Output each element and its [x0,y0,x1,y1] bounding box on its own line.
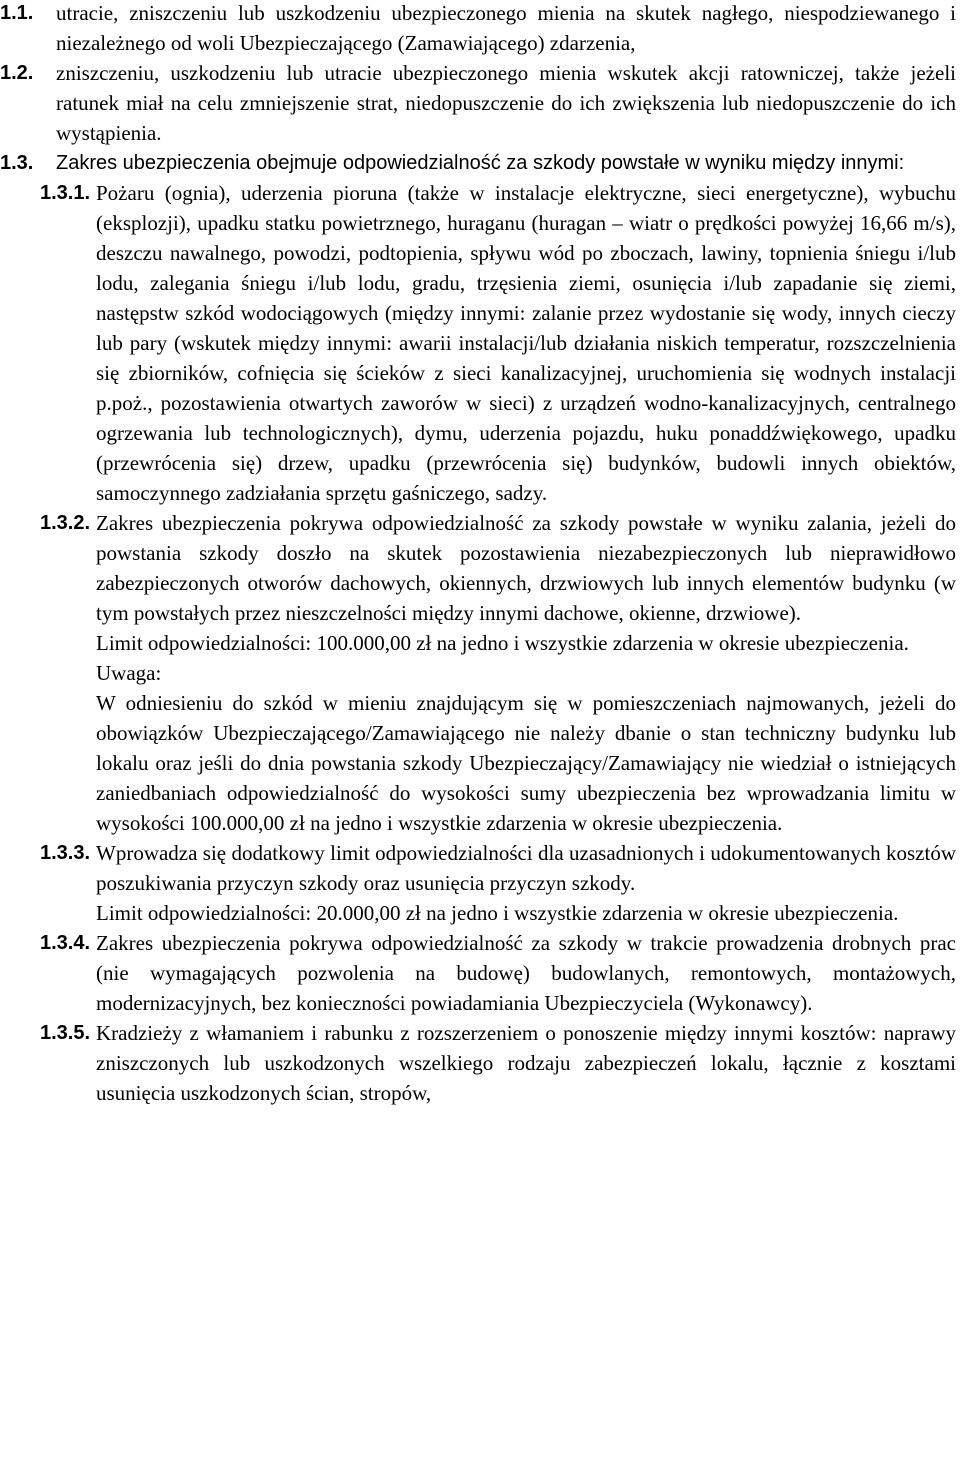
clause-text: Zakres ubezpieczenia pokrywa odpowiedzialność za szkody powstałe w wyniku zalania, jeżeli do powstania szkody doszło na skutek pozostawienia niezabezpieczonych lub nieprawidłowo zabezpieczonych otworów dachowych, okiennych, drzwiowych lub innych elementów budynku (w tym powstałych przez nieszczelności między innymi dachowe, okienne, drzwiowe). [96,511,956,625]
clause-text: zniszczeniu, uszkodzeniu lub utracie ubezpieczonego mienia wskutek akcji ratowniczej, także jeżeli ratunek miał na celu zmniejszenie strat, niedopuszczenie do ich zwiększenia lub niedopuszczenie do ich wystąpienia. [56,61,956,145]
clause-1-3 [0,148,960,178]
note-label: Uwaga: [96,661,162,685]
limit-text: Limit odpowiedzialności: 100.000,00 zł na jedno i wszystkie zdarzenia w okresie ubezpieczenia. [96,631,909,655]
clause-1-2 [0,58,960,148]
clause-number: 1.3.4. [40,932,91,954]
clause-number: 1.1. [0,2,34,24]
clause-number: 1.3.1. [40,182,91,204]
clause-text: utracie, zniszczeniu lub uszkodzeniu ubezpieczonego mienia na skutek nagłego, niespodziewanego i niezależnego od woli Ubezpieczającego (Zamawiającego) zdarzenia, [56,1,956,55]
clause-1-3-1 [0,178,960,508]
clause-1-1 [0,0,960,58]
clause-number: 1.3.3. [40,842,91,864]
clause-1-3-4 [0,928,960,1018]
clause-1-3-2 [0,508,960,628]
clause-number: 1.2. [0,62,34,84]
clause-number: 1.3.5. [40,1022,91,1044]
clause-text: Pożaru (ognia), uderzenia pioruna (także w instalacje elektryczne, sieci energetyczne), wybuchu (eksplozji), upadku statku powietrznego, huraganu (huragan – wiatr o prędkości powyżej 16,66 m/s), deszczu nawalnego, powodzi, podtopienia, spływu wód po zboczach, lawiny, topnienia śniegu i/lub lodu, zalegania śniegu i/lub lodu, gradu, trzęsienia ziemi, osunięcia i/lub zapadanie się ziemi, następstw szkód wodociągowych (między innymi: zalanie przez wydostanie się wody, innych cieczy lub pary (wskutek między innymi: awarii instalacji/lub działania niskich temperatur, rozszczelnienia się zbiorników, cofnięcia się ścieków z sieci kanalizacyjnej, uruchomienia się wodnych instalacji p.poż., pozostawienia otwartych zaworów w sieci) z urządzeń wodno-kanalizacyjnych, centralnego ogrzewania lub technologicznych), dymu, uderzenia pojazdu, huku ponaddźwiękowego, upadku (przewrócenia się) drzew, upadku (przewrócenia się) budynków, budowli innych obiektów, samoczynnego zadziałania sprzętu gaśniczego, sadzy. [96,181,956,505]
clause-text: Zakres ubezpieczenia pokrywa odpowiedzialność za szkody w trakcie prowadzenia drobnych prac (nie wymagających pozwolenia na budowę) budowlanych, remontowych, montażowych, modernizacyjnych, bez konieczności powiadamiania Ubezpieczyciela (Wykonawcy). [96,931,956,1015]
clause-1-3-3 [0,838,960,898]
clause-text: Kradzieży z włamaniem i rabunku z rozszerzeniem o ponoszenie między innymi kosztów: naprawy zniszczonych lub uszkodzonych wszelkiego rodzaju zabezpieczeń lokalu, łącznie z kosztami usunięcia uszkodzonych ścian, stropów, [96,1021,956,1105]
clause-number: 1.3. [0,152,34,174]
limit-text: Limit odpowiedzialności: 20.000,00 zł na jedno i wszystkie zdarzenia w okresie ubezpieczenia. [96,901,899,925]
note-text: W odniesieniu do szkód w mieniu znajdującym się w pomieszczeniach najmowanych, jeżeli do obowiązków Ubezpieczającego/Zamawiającego nie należy dbanie o stan techniczny budynku lub lokalu oraz jeśli do dnia powstania szkody Ubezpieczający/Zamawiający nie wiedział o istniejących zaniedbaniach odpowiedzialność do wysokości sumy ubezpieczenia bez wprowadzania limitu w wysokości 100.000,00 zł na jedno i wszystkie zdarzenia w okresie ubezpieczenia. [96,691,956,835]
clause-text: Wprowadza się dodatkowy limit odpowiedzialności dla uzasadnionych i udokumentowanych kosztów poszukiwania przyczyn szkody oraz usunięcia przyczyn szkody. [96,841,956,895]
clause-text: Zakres ubezpieczenia obejmuje odpowiedzialność za szkody powstałe w wyniku między innymi: [56,152,905,174]
clause-1-3-5 [0,1018,960,1108]
clause-number: 1.3.2. [40,512,91,534]
